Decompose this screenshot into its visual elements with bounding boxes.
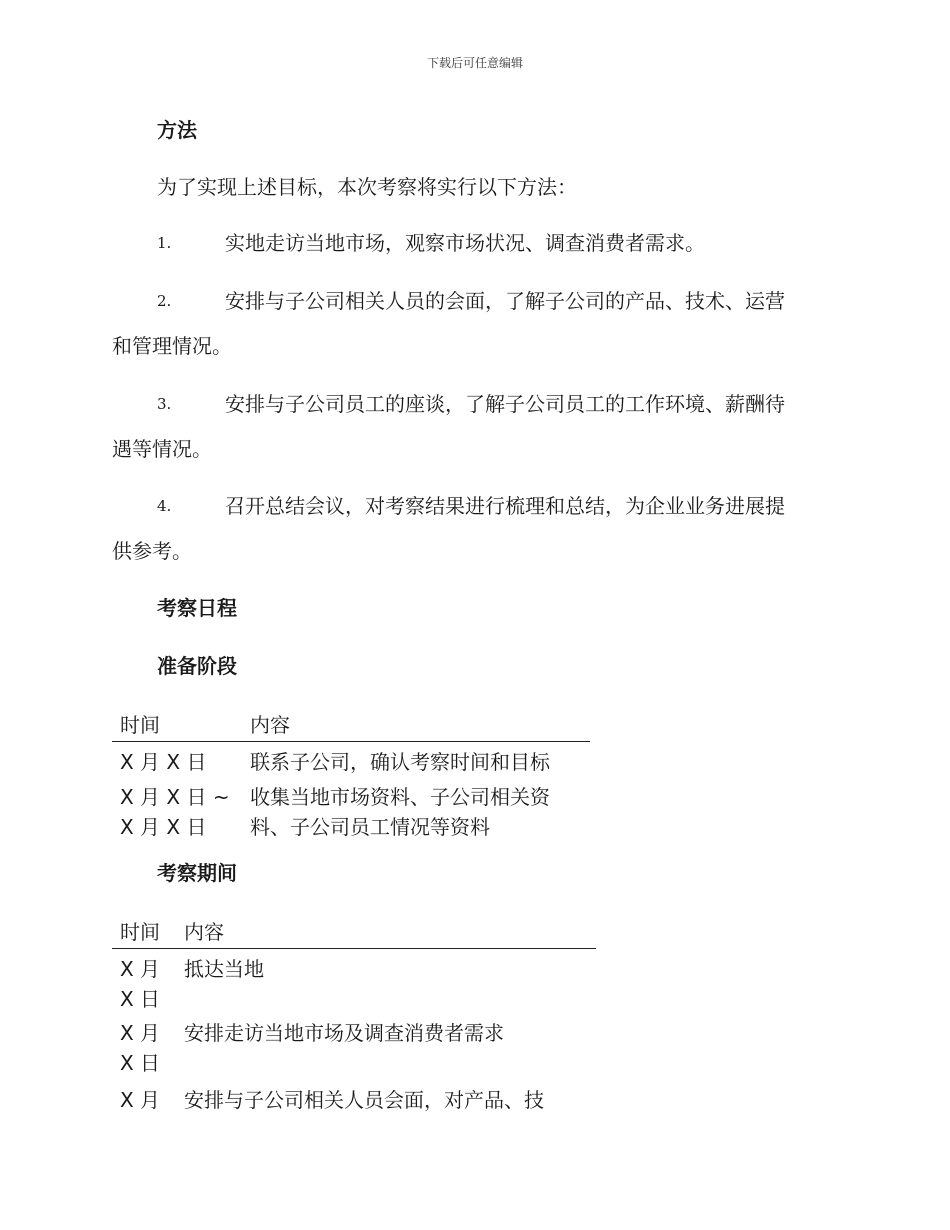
table-cell-content: 抵达当地 — [184, 957, 264, 981]
list-item-number: 3. — [157, 395, 172, 413]
table-cell-content: 安排与子公司相关人员会面，对产品、技 — [184, 1088, 544, 1112]
list-item-text-continued: 遇等情况。 — [112, 437, 212, 461]
list-item-text-continued: 和管理情况。 — [112, 334, 232, 358]
table-header-content: 内容 — [250, 713, 290, 737]
list-item-number: 2. — [157, 292, 172, 310]
table-cell-time-continued: X 日 — [120, 1051, 161, 1075]
table-cell-time: X 月 X 日 — [120, 750, 207, 774]
table-header-rule — [112, 741, 590, 742]
list-item-text: 实地走访当地市场，观察市场状况、调查消费者需求。 — [225, 231, 705, 255]
section-title-method: 方法 — [157, 118, 197, 142]
list-item-text-continued: 供参考。 — [112, 539, 192, 563]
table-header-time: 时间 — [120, 713, 160, 737]
table-cell-time: X 月 — [120, 1088, 161, 1112]
table-cell-time: X 月 X 日 ~ — [120, 785, 230, 809]
table-cell-content-continued: 料、子公司员工情况等资料 — [250, 815, 490, 839]
table-cell-content: 联系子公司，确认考察时间和目标 — [250, 750, 550, 774]
list-item-number: 4. — [157, 497, 172, 515]
subsection-title-prep: 准备阶段 — [157, 654, 237, 678]
list-item-text: 安排与子公司相关人员的会面，了解子公司的产品、技术、运营 — [225, 289, 785, 313]
subsection-title-during: 考察期间 — [157, 861, 237, 885]
list-item-number: 1. — [157, 234, 172, 252]
section-title-schedule: 考察日程 — [157, 596, 237, 620]
header-note: 下载后可任意编辑 — [426, 56, 523, 70]
table-header-content: 内容 — [184, 920, 224, 944]
table-cell-time: X 月 — [120, 1021, 161, 1045]
table-cell-content: 收集当地市场资料、子公司相关资 — [250, 785, 550, 809]
table-header-time: 时间 — [120, 920, 160, 944]
table-cell-time: X 月 — [120, 957, 161, 981]
table-header-rule — [112, 948, 596, 949]
list-item-text: 安排与子公司员工的座谈，了解子公司员工的工作环境、薪酬待 — [225, 392, 785, 416]
list-item-text: 召开总结会议，对考察结果进行梳理和总结，为企业业务进展提 — [225, 494, 785, 518]
table-cell-time-continued: X 月 X 日 — [120, 815, 207, 839]
table-cell-content: 安排走访当地市场及调查消费者需求 — [184, 1021, 504, 1045]
method-intro: 为了实现上述目标，本次考察将实行以下方法： — [157, 175, 577, 199]
table-cell-time-continued: X 日 — [120, 987, 161, 1011]
